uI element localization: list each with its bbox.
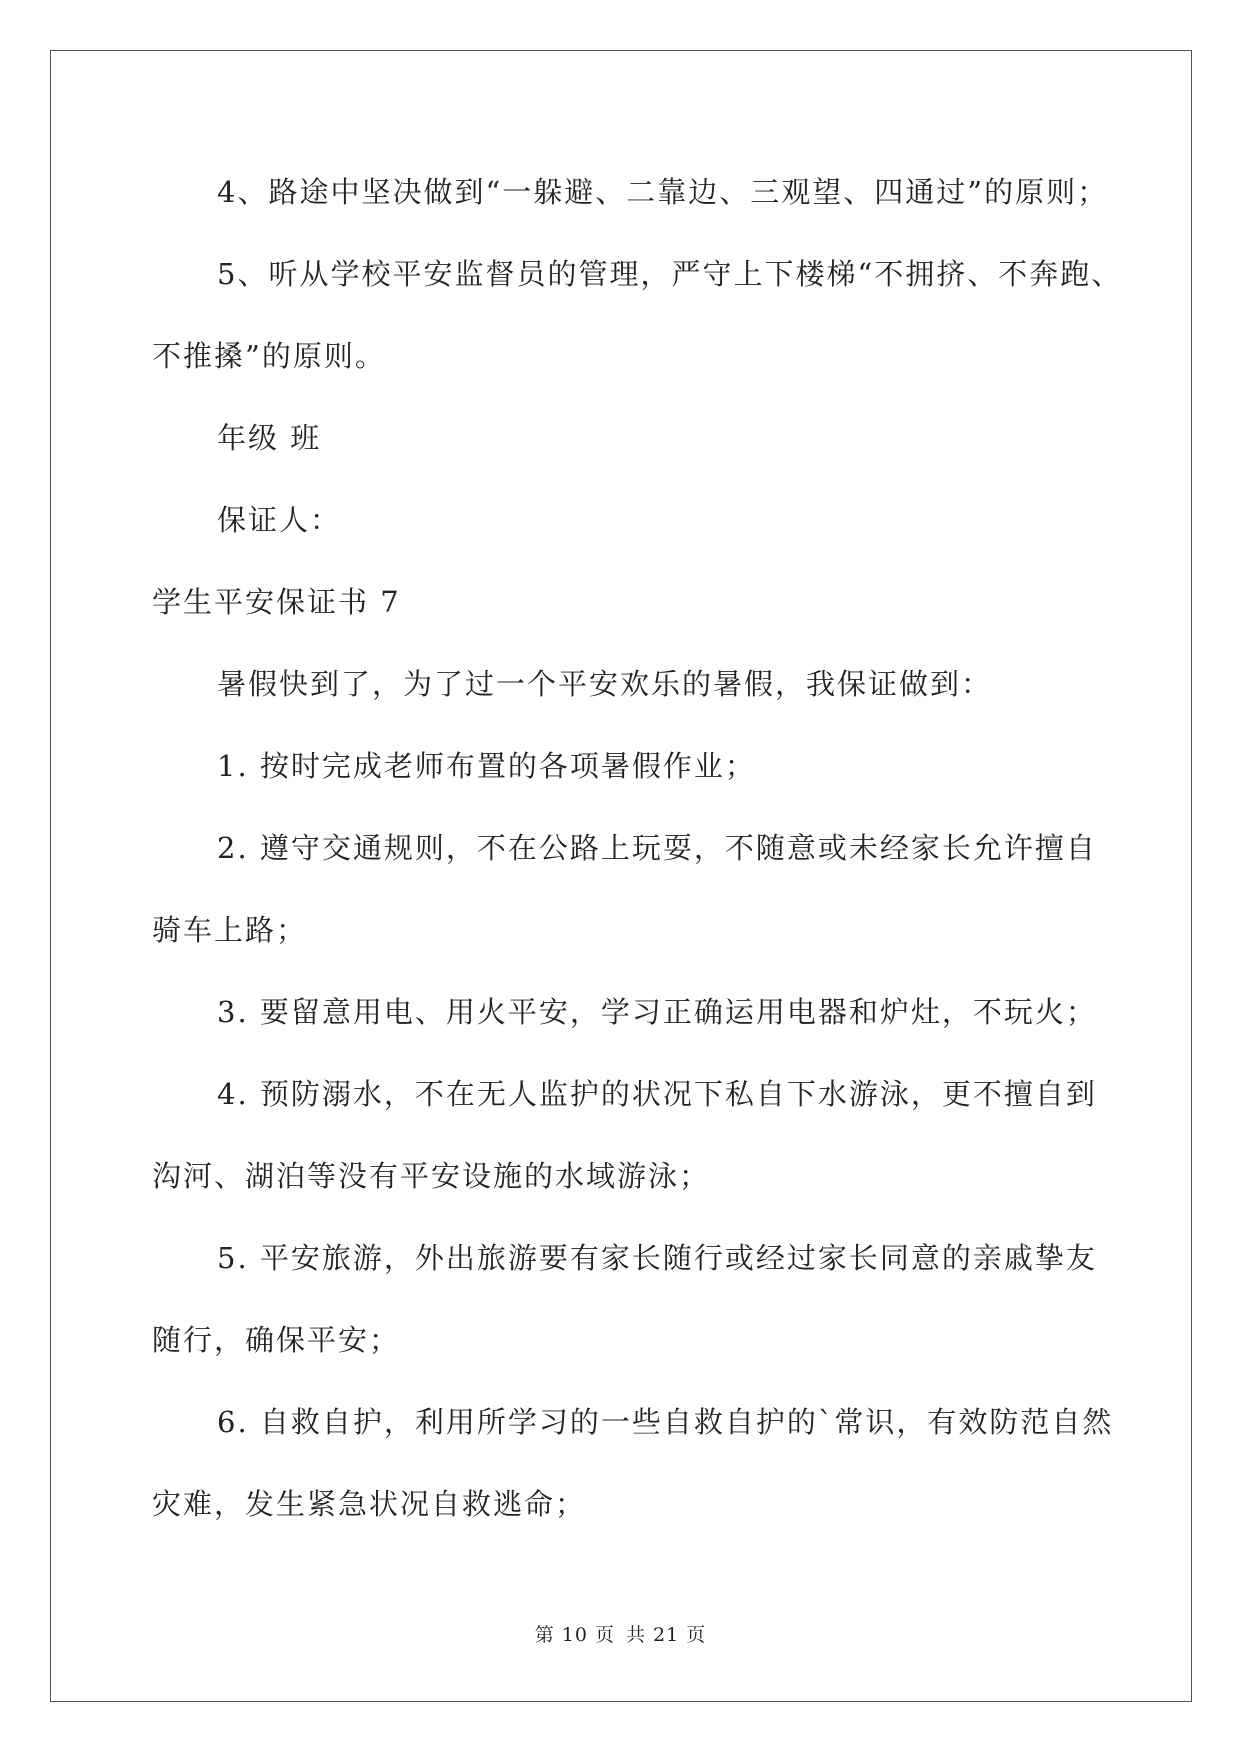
text-line: 1. 按时完成老师布置的各项暑假作业； — [217, 749, 756, 783]
text-line: 2. 遵守交通规则，不在公路上玩耍，不随意或未经家长允许擅自 — [217, 831, 1097, 865]
text-line: 暑假快到了，为了过一个平安欢乐的暑假，我保证做到： — [217, 667, 993, 701]
text-line: 3. 要留意用电、用火平安，学习正确运用电器和炉灶，不玩火； — [217, 995, 1097, 1029]
text-line: 保证人： — [217, 503, 342, 537]
text-line: 随行，确保平安； — [152, 1323, 401, 1357]
text-line: 5. 平安旅游，外出旅游要有家长随行或经过家长同意的亲戚挚友 — [217, 1241, 1097, 1275]
text-line: 5、听从学校平安监督员的管理，严守上下楼梯“不拥挤、不奔跑、 — [217, 257, 1123, 291]
page-number: 第 10 页 — [534, 1624, 615, 1646]
text-line: 4、路途中坚决做到“一躲避、二靠边、三观望、四通过”的原则； — [217, 175, 1109, 209]
page-footer — [0, 1623, 1241, 1647]
text-line: 不推搡”的原则。 — [152, 339, 386, 373]
text-line: 6. 自救自护，利用所学习的一些自救自护的`常识，有效防范自然 — [217, 1405, 1114, 1439]
text-line: 4. 预防溺水，不在无人监护的状况下私自下水游泳，更不擅自到 — [217, 1077, 1097, 1111]
section-heading: 学生平安保证书 7 — [152, 585, 401, 619]
page-total: 共 21 页 — [626, 1624, 707, 1646]
text-line: 灾难，发生紧急状况自救逃命； — [152, 1487, 587, 1521]
page-frame — [50, 50, 1192, 1702]
text-line: 骑车上路； — [152, 913, 308, 947]
text-line: 沟河、湖泊等没有平安设施的水域游泳； — [152, 1159, 711, 1193]
text-line: 年级 班 — [217, 421, 322, 455]
